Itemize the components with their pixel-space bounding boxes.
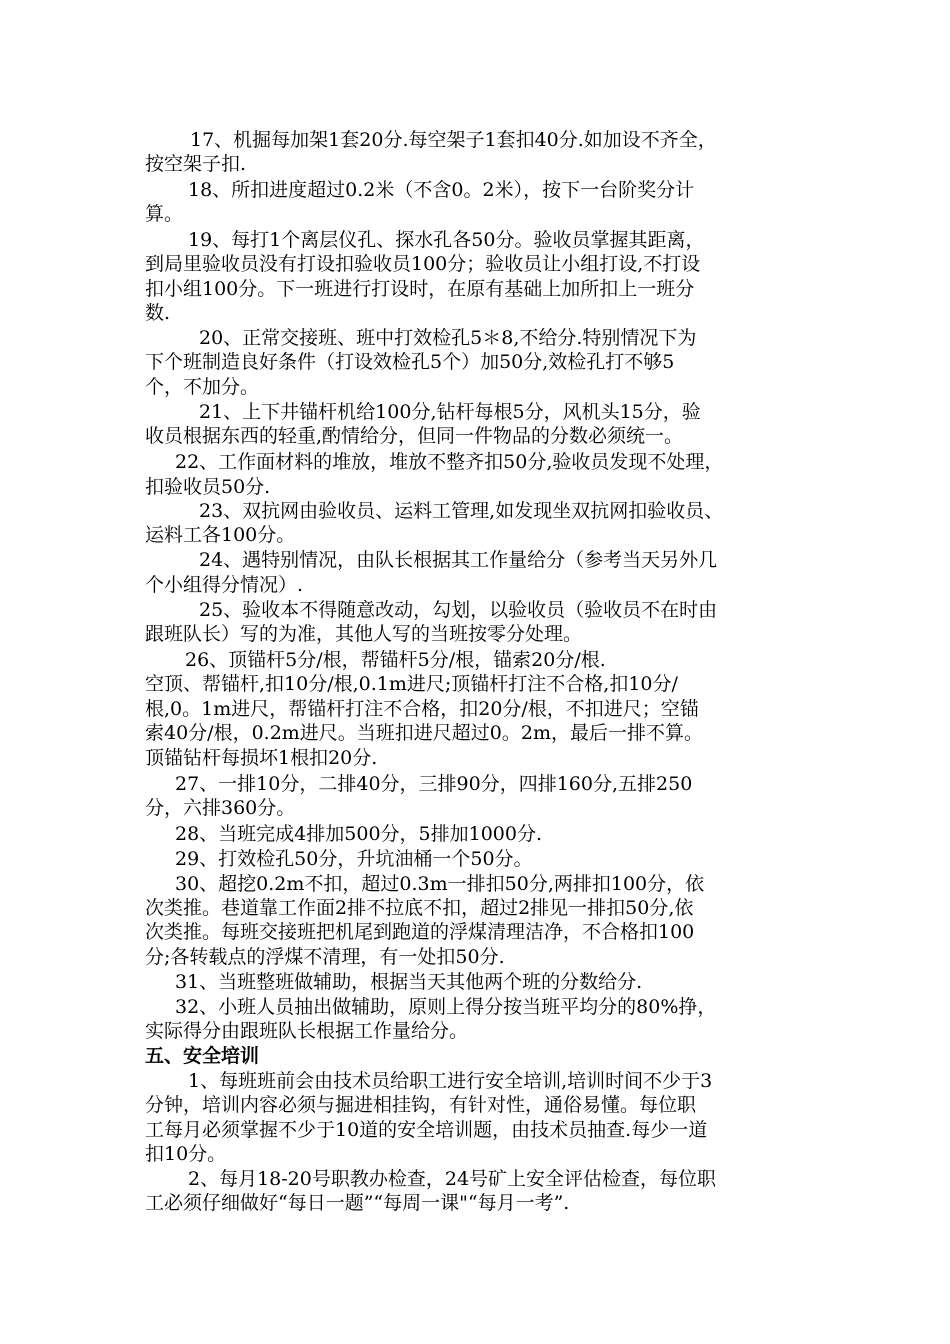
text-line: 个，不加分。 <box>145 376 260 398</box>
text-line: 根,0。1m进尺，帮锚杆打注不合格，扣20分/根，不扣进尺；空锚 <box>145 698 699 720</box>
text-line: 2、每月18-20号职教办检查，24号矿上安全评估检查，每位职 <box>188 1168 717 1190</box>
text-line: 20、正常交接班、班中打效检孔5＊8,不给分.特别情况下为 <box>199 327 697 349</box>
text-line: 25、验收本不得随意改动，勾划，以验收员（验收员不在时由 <box>199 599 718 621</box>
text-line: 算。 <box>145 203 184 225</box>
text-line: 工必须仔细做好“每日一题”“每周一课"“每月一考”. <box>145 1192 570 1214</box>
text-line: 22、工作面材料的堆放，堆放不整齐扣50分,验收员发现不处理， <box>175 451 724 473</box>
text-line: 分，六排360分。 <box>145 797 296 819</box>
text-line: 运料工各100分。 <box>145 524 296 546</box>
text-line: 分;各转载点的浮煤不清理，有一处扣50分. <box>145 946 505 968</box>
text-line: 23、双抗网由验收员、运料工管理,如发现坐双抗网扣验收员、 <box>199 500 724 522</box>
text-line: 29、打效检孔50分，升坑油桶一个50分。 <box>175 848 533 870</box>
text-line: 实际得分由跟班队长根据工作量给分。 <box>145 1020 469 1042</box>
text-line: 32、小班人员抽出做辅助，原则上得分按当班平均分的80%挣， <box>175 996 717 1018</box>
text-line: 27、一排10分，二排40分，三排90分，四排160分,五排250 <box>175 773 693 795</box>
text-line: 次类推。每班交接班把机尾到跑道的浮煤清理洁净，不合格扣100 <box>145 921 695 943</box>
text-line: 次类推。巷道靠工作面2排不拉底不扣，超过2排见一排扣50分,依 <box>145 897 694 919</box>
text-line: 空顶、帮锚杆,扣10分/根,0.1m进尺;顶锚杆打注不合格,扣10分/ <box>145 673 678 695</box>
text-line: 31、当班整班做辅助，根据当天其他两个班的分数给分. <box>175 971 643 993</box>
text-line: 下个班制造良好条件（打设效检孔5个）加50分,效检孔打不够5 <box>145 351 675 373</box>
text-line: 30、超挖0.2m不扣，超过0.3m一排扣50分,两排扣100分，依 <box>175 873 705 895</box>
text-line: 扣验收员50分. <box>145 476 271 498</box>
text-line: 数. <box>145 302 171 324</box>
text-line: 21、上下井锚杆机给100分,钻杆每根5分，风机头15分，验 <box>199 401 701 423</box>
text-line: 18、所扣进度超过0.2米（不含0。2米），按下一台阶奖分计 <box>188 179 695 201</box>
text-line: 扣10分。 <box>145 1143 227 1165</box>
text-line: 收员根据东西的轻重,酌情给分，但同一件物品的分数必须统一。 <box>145 425 684 447</box>
text-line: 工每月必须掌握不少于10道的安全培训题，由技术员抽查.每少一道 <box>145 1119 708 1141</box>
text-line: 顶锚钻杆每损坏1根扣20分. <box>145 747 378 769</box>
text-line: 17、机掘每加架1套20分.每空架子1套扣40分.如加设不齐全， <box>190 129 717 151</box>
text-line: 按空架子扣. <box>145 153 247 175</box>
text-line: 19、每打1个离层仪孔、探水孔各50分。验收员掌握其距离， <box>188 229 705 251</box>
text-line: 24、遇特别情况，由队长根据其工作量给分（参考当天另外几 <box>199 549 718 571</box>
text-line: 28、当班完成4排加500分，5排加1000分. <box>175 823 543 845</box>
text-line: 26、顶锚杆5分/根，帮锚杆5分/根，锚索20分/根. <box>185 649 606 671</box>
text-line: 分钟，培训内容必须与掘进相挂钩，有针对性，通俗易懂。每位职 <box>145 1094 697 1116</box>
text-line: 1、每班班前会由技术员给职工进行安全培训,培训时间不少于3 <box>188 1070 713 1092</box>
text-line: 跟班队长）写的为准，其他人写的当班按零分处理。 <box>145 623 583 645</box>
text-line: 到局里验收员没有打设扣验收员100分；验收员让小组打设,不打设 <box>145 253 701 275</box>
text-line: 个小组得分情况）. <box>145 574 304 596</box>
text-line: 扣小组100分。下一班进行打设时，在原有基础上加所扣上一班分 <box>145 278 695 300</box>
section-heading: 五、安全培训 <box>145 1045 260 1067</box>
text-line: 索40分/根，0.2m进尺。当班扣进尺超过0。2m，最后一排不算。 <box>145 722 704 744</box>
